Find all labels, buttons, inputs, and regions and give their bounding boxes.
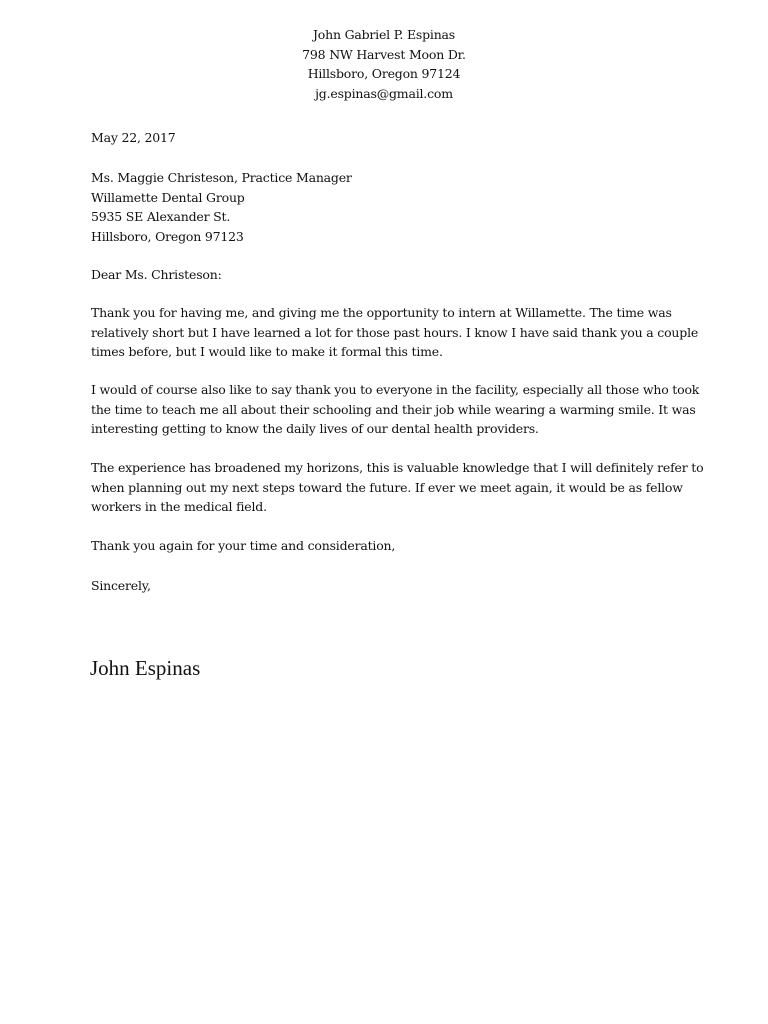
paragraph-line: relatively short but I have learned a lot for those past hours. I know I have said thank you a couple	[91, 324, 699, 340]
body-paragraph	[91, 303, 699, 362]
recipient-city: Hillsboro, Oregon 97123	[91, 228, 244, 244]
sender-email: jg.espinas@gmail.com	[315, 85, 453, 101]
recipient-organization: Willamette Dental Group	[91, 189, 245, 205]
paragraph-line: the time to teach me all about their schooling and their job while wearing a warming smile. It was	[91, 401, 696, 417]
sender-address-block	[0, 25, 768, 103]
paragraph-line: when planning out my next steps toward the future. If ever we meet again, it would be as fellow	[91, 479, 683, 495]
sender-street: 798 NW Harvest Moon Dr.	[302, 46, 466, 62]
paragraph-line: Thank you for having me, and giving me the opportunity to intern at Willamette. The time was	[91, 305, 672, 320]
salutation: Dear Ms. Christeson:	[91, 267, 222, 282]
body-paragraph	[91, 380, 700, 439]
recipient-address-block	[91, 168, 691, 246]
paragraph-line: interesting getting to know the daily lives of our dental health providers.	[91, 421, 539, 436]
sender-city: Hillsboro, Oregon 97124	[307, 66, 461, 81]
body-paragraph	[91, 458, 704, 517]
signature-name: John Espinas	[90, 656, 201, 680]
paragraph-line: workers in the medical field.	[91, 499, 267, 514]
paragraph-line: The experience has broadened my horizons, this is valuable knowledge that I will definitely refer to	[91, 460, 704, 475]
paragraph-line: times before, but I would like to make it formal this time.	[91, 344, 443, 359]
recipient-name-title: Ms. Maggie Christeson, Practice Manager	[91, 170, 352, 185]
letter-date: May 22, 2017	[91, 130, 176, 145]
paragraph-line: I would of course also like to say thank you to everyone in the facility, especially all those who took	[91, 382, 700, 397]
sender-name: John Gabriel P. Espinas	[312, 27, 456, 42]
complimentary-close: Sincerely,	[91, 578, 151, 593]
recipient-street: 5935 SE Alexander St.	[91, 209, 231, 224]
closing-thanks: Thank you again for your time and consideration,	[91, 538, 396, 553]
